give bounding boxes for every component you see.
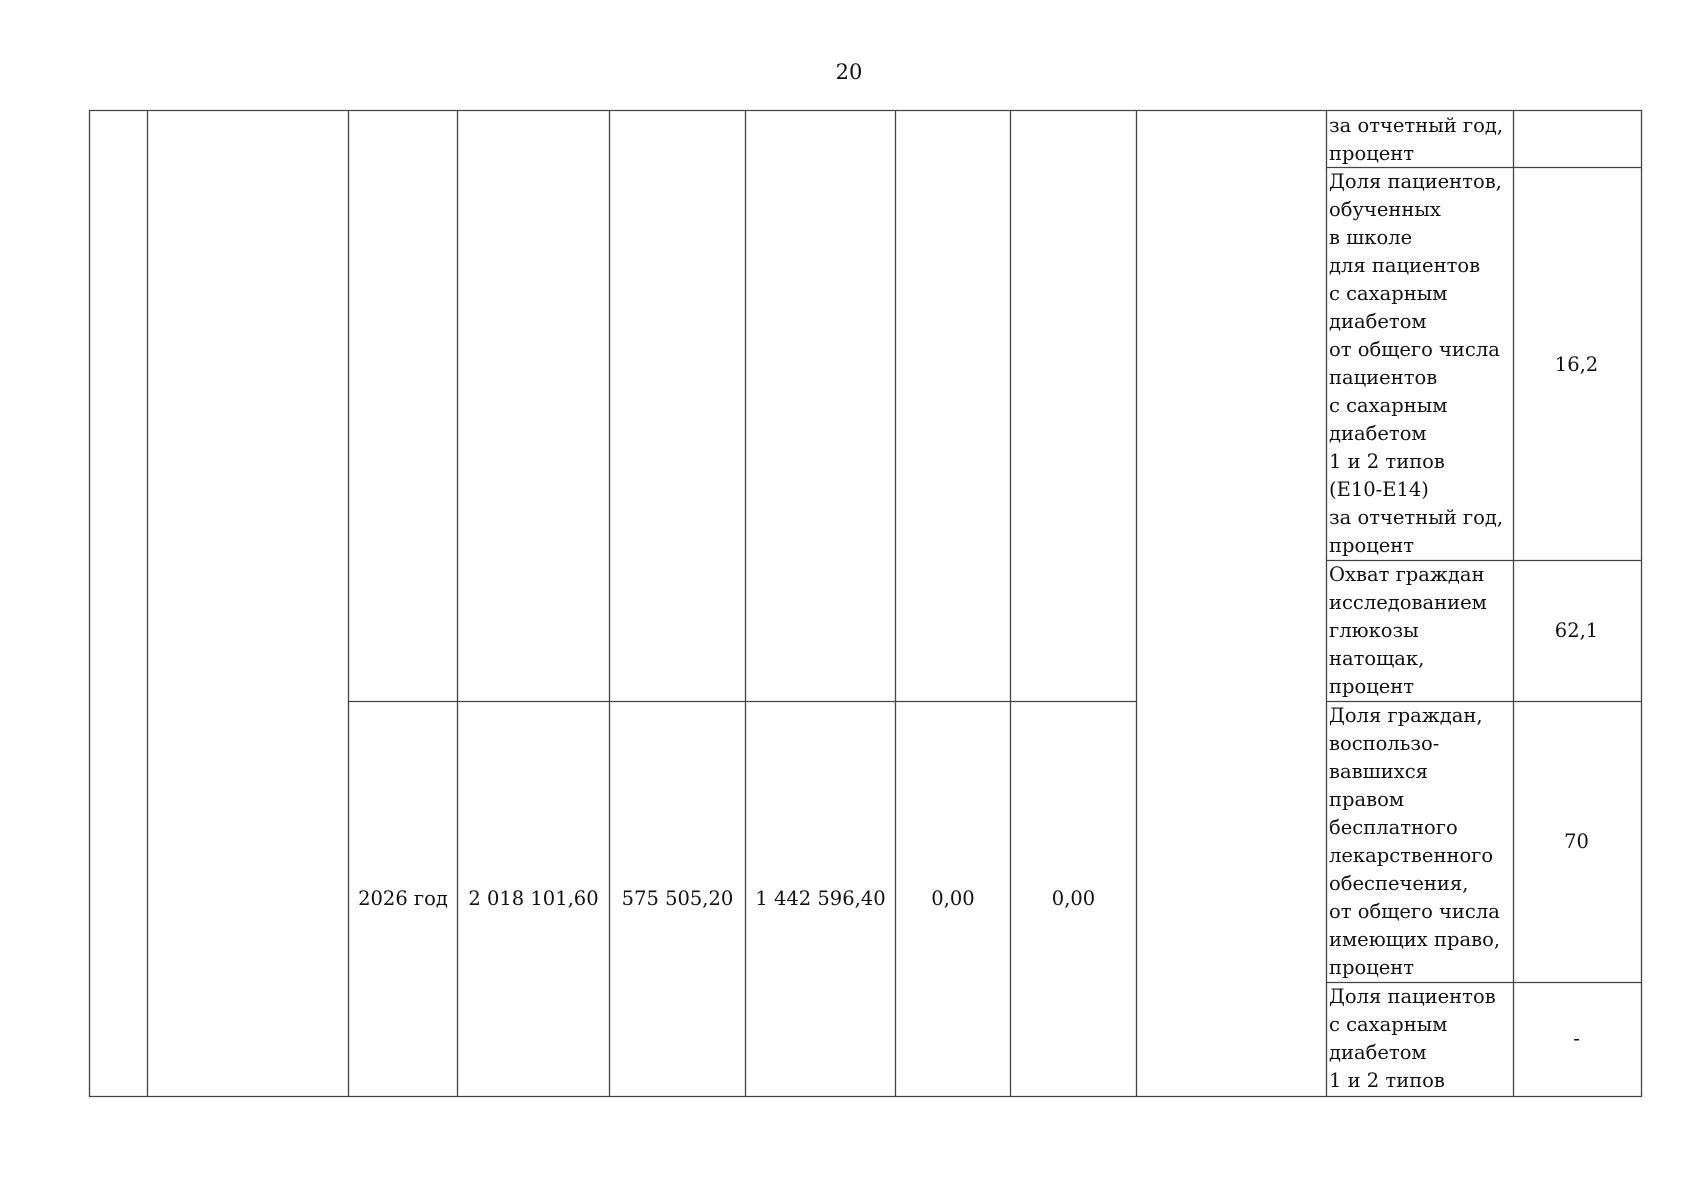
total-amount-cell: 2 018 101,60	[468, 887, 599, 910]
page-number: 20	[835, 60, 863, 84]
amount-cell-5: 0,00	[1051, 887, 1096, 910]
indicator-name: Доля пациентов, обученных в школе для пациентов с сахарным диабетом от общего числа пациентов с сахарным диабетом 1 и 2 типов (E10-E14) за отчетный год, процент	[1329, 170, 1504, 557]
indicator-value: 70	[1564, 830, 1589, 853]
year-cell: 2026 год	[358, 887, 448, 910]
indicator-name: Охват граждан исследованием глюкозы натощак, процент	[1329, 563, 1487, 698]
amount-cell-2: 575 505,20	[621, 887, 734, 910]
indicator-value: -	[1573, 1027, 1580, 1050]
amount-cell-3: 1 442 596,40	[755, 887, 886, 910]
indicator-name: Доля пациентов с сахарным диабетом 1 и 2 типов	[1329, 985, 1496, 1092]
amount-cell-4: 0,00	[931, 887, 975, 910]
indicator-name: за отчетный год, процент	[1329, 114, 1504, 165]
indicator-value: 62,1	[1554, 619, 1599, 642]
indicator-value: 16,2	[1554, 353, 1599, 376]
indicator-name: Доля граждан, воспользо- вавшихся правом бесплатного лекарственного обеспечения, от общего числа имеющих право, процент	[1329, 704, 1501, 979]
